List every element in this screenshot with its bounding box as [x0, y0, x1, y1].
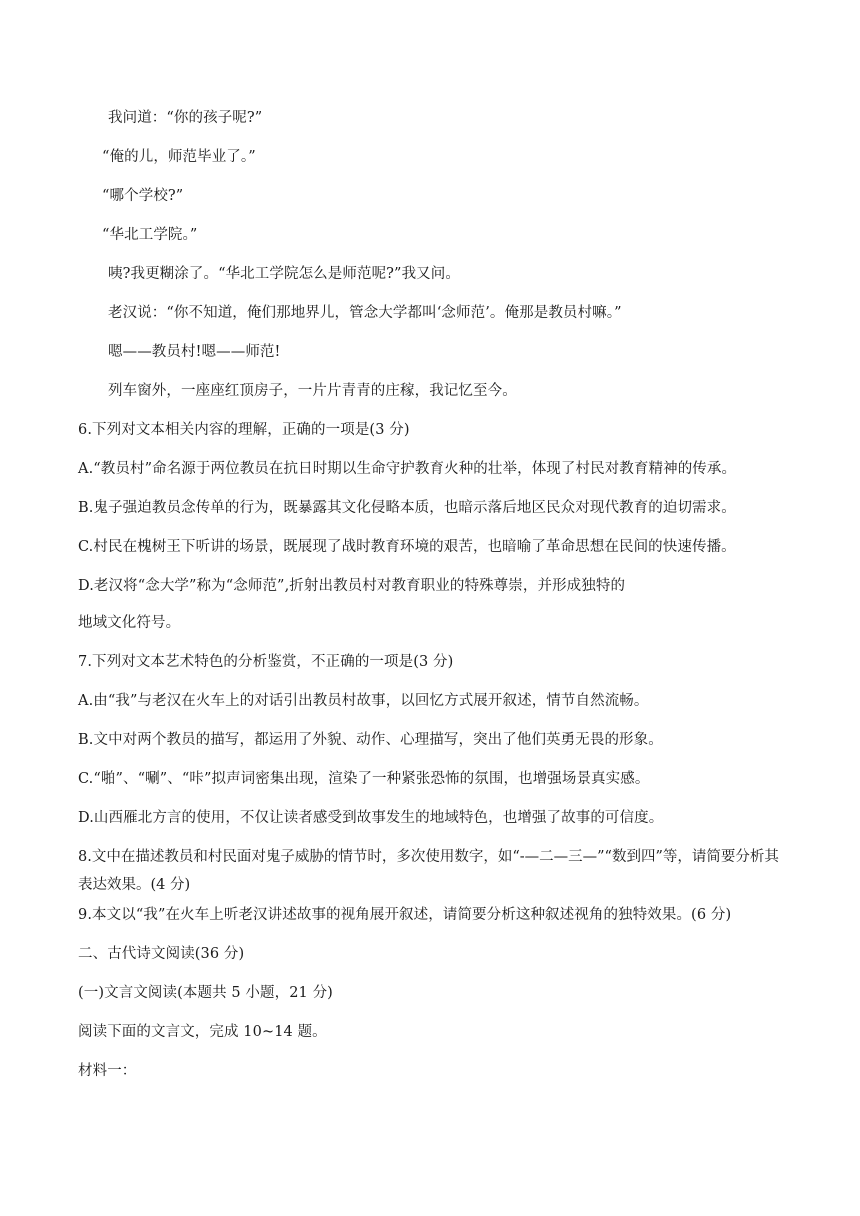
material-label: 材料一： — [78, 1063, 137, 1079]
passage-paragraph: 老汉说：“你不知道，俺们那地界儿，管念大学都叫‘念师范’。俺那是教员村嘛。” — [108, 305, 622, 321]
question-6-option-a: A.“教员村”命名源于两位教员在抗日时期以生命守护教育火种的壮举，体现了村民对教育精神的传承。 — [78, 461, 737, 477]
passage-paragraph: 咦?我更糊涂了。“华北工学院怎么是师范呢?”我又问。 — [108, 266, 460, 282]
passage-paragraph: “俺的儿，师范毕业了。” — [102, 149, 256, 165]
question-6-option-d-continued: 地域文化符号。 — [78, 615, 181, 631]
question-6-option-c: C.村民在槐树王下听讲的场景，既展现了战时教育环境的艰苦，也暗喻了革命思想在民间的快速传播。 — [78, 539, 736, 555]
question-7-option-b: B.文中对两个教员的描写，都运用了外貌、动作、心理描写，突出了他们英勇无畏的形象。 — [78, 732, 663, 748]
question-6-option-d: D.老汉将“念大学”称为“念师范”,折射出教员村对教育职业的特殊尊崇，并形成独特的 — [78, 578, 626, 594]
passage-paragraph: 我问道：“你的孩子呢?” — [108, 110, 263, 126]
section-heading: 二、古代诗文阅读(36 分) — [78, 946, 245, 962]
reading-instruction: 阅读下面的文言文，完成 10~14 题。 — [78, 1024, 327, 1040]
question-7-option-d: D.山西雁北方言的使用，不仅让读者感受到故事发生的地域特色，也增强了故事的可信度。 — [78, 810, 664, 826]
question-7-stem: 7.下列对文本艺术特色的分析鉴赏，不正确的一项是(3 分) — [78, 654, 454, 670]
passage-paragraph: 嗯——教员村!嗯——师范! — [108, 344, 281, 360]
passage-paragraph: “哪个学校?” — [102, 188, 184, 204]
passage-paragraph: “华北工学院。” — [102, 227, 198, 243]
passage-paragraph: 列车窗外，一座座红顶房子，一片片青青的庄稼，我记忆至今。 — [108, 383, 517, 399]
question-9: 9.本文以“我”在火车上听老汉讲述故事的视角展开叙述，请简要分析这种叙述视角的独特效果。(6 分) — [78, 907, 732, 923]
question-6-stem: 6.下列对文本相关内容的理解，正确的一项是(3 分) — [78, 422, 410, 438]
question-7-option-a: A.由“我”与老汉在火车上的对话引出教员村故事，以回忆方式展开叙述，情节自然流畅。 — [78, 693, 649, 709]
question-8: 8.文中在描述教员和村民面对鬼子威胁的情节时，多次使用数字，如“-—二—三—”“数到四”等，请简要分析其表达效果。(4 分) — [78, 849, 779, 893]
subsection-heading: (一)文言文阅读(本题共 5 小题，21 分) — [78, 985, 333, 1001]
question-7-option-c: C.“啪”、“唰”、“咔”拟声词密集出现，渲染了一种紧张恐怖的氛围，也增强场景真实感。 — [78, 771, 650, 787]
question-6-option-b: B.鬼子强迫教员念传单的行为，既暴露其文化侵略本质，也暗示落后地区民众对现代教育的迫切需求。 — [78, 500, 736, 516]
